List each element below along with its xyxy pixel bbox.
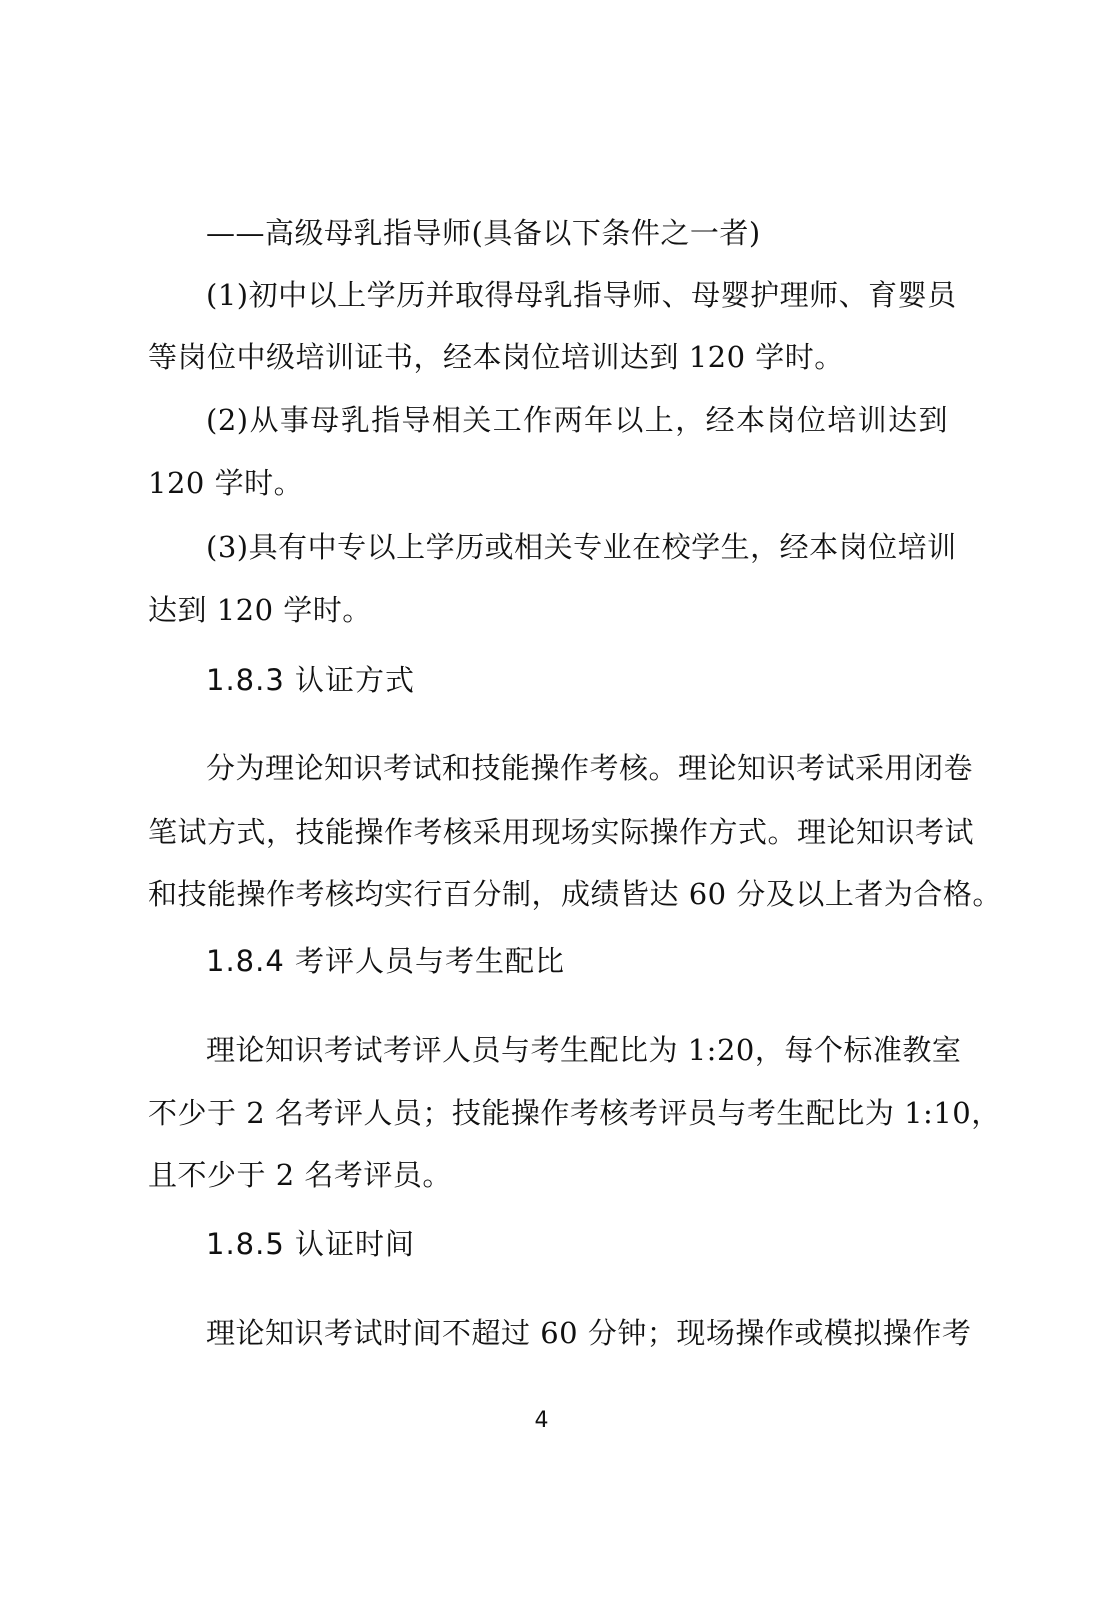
section-1-8-4-line-1: 理论知识考试考评人员与考生配比为 1:20，每个标准教室 bbox=[206, 1033, 962, 1067]
section-1-8-3-line-2: 笔试方式，技能操作考核采用现场实际操作方式。理论知识考试 bbox=[148, 815, 975, 849]
list-item-1-line-1: (1)初中以上学历并取得母乳指导师、母婴护理师、育婴员 bbox=[206, 278, 957, 312]
section-1-8-5-line-1: 理论知识考试时间不超过 60 分钟；现场操作或模拟操作考 bbox=[206, 1316, 972, 1350]
list-item-2-line-1: (2)从事母乳指导相关工作两年以上，经本岗位培训达到 bbox=[206, 403, 948, 437]
list-item-1-line-2: 等岗位中级培训证书，经本岗位培训达到 120 学时。 bbox=[148, 340, 844, 374]
intro-heading: ——高级母乳指导师(具备以下条件之一者) bbox=[206, 216, 761, 250]
section-heading-1-8-3: 1.8.3 认证方式 bbox=[206, 663, 416, 697]
section-heading-1-8-5: 1.8.5 认证时间 bbox=[206, 1227, 416, 1261]
page-number: 4 bbox=[534, 1408, 549, 1433]
section-1-8-3-line-1: 分为理论知识考试和技能操作考核。理论知识考试采用闭卷 bbox=[206, 751, 974, 785]
list-item-2-line-2: 120 学时。 bbox=[148, 466, 304, 500]
section-1-8-4-line-3: 且不少于 2 名考评员。 bbox=[148, 1158, 452, 1192]
section-1-8-3-line-3: 和技能操作考核均实行百分制，成绩皆达 60 分及以上者为合格。 bbox=[148, 877, 1002, 911]
section-1-8-4-line-2: 不少于 2 名考评人员；技能操作考核考评员与考生配比为 1:10， bbox=[148, 1096, 1001, 1130]
list-item-3-line-1: (3)具有中专以上学历或相关专业在校学生，经本岗位培训 bbox=[206, 530, 957, 564]
section-heading-1-8-4: 1.8.4 考评人员与考生配比 bbox=[206, 944, 566, 978]
list-item-3-line-2: 达到 120 学时。 bbox=[148, 593, 372, 627]
